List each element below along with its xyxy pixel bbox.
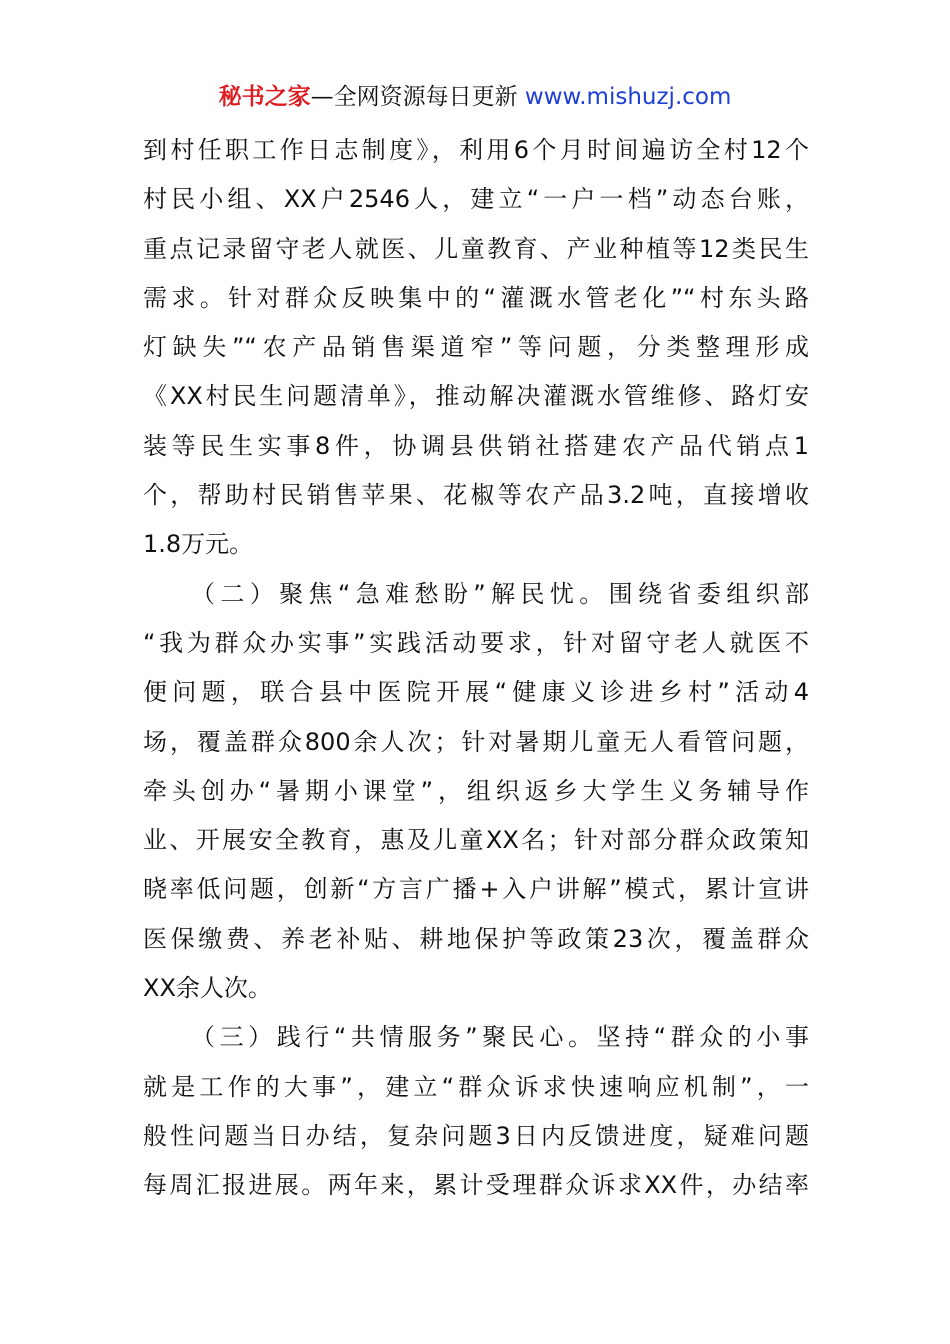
section-heading-line: （二）聚焦“急难愁盼”解民忧。围绕省委组织部	[191, 579, 809, 608]
body-line: 场，覆盖群众800余人次；针对暑期儿童无人看管问题，	[143, 727, 809, 756]
site-url-link[interactable]: www.mishuzj.com	[524, 84, 732, 110]
body-line: 到村任职工作日志制度》，利用6个月时间遍访全村12个	[143, 136, 809, 164]
body-line: 每周汇报进展。两年来，累计受理群众诉求XX件，办结率	[143, 1171, 809, 1200]
body-line: 就是工作的大事”，建立“群众诉求快速响应机制”，一	[143, 1072, 809, 1101]
document-body	[143, 126, 809, 1211]
body-line: 灯缺失”“农产品销售渠道窄”等问题，分类整理形成	[143, 333, 809, 362]
body-line: 重点记录留守老人就医、儿童教育、产业种植等12类民生	[143, 234, 809, 263]
body-line: 医保缴费、养老补贴、耕地保护等政策23次，覆盖群众	[143, 924, 809, 953]
body-line: 《XX村民生问题清单》，推动解决灌溉水管维修、路灯安	[143, 382, 809, 411]
body-line: 牵头创办“暑期小课堂”，组织返乡大学生义务辅导作	[143, 776, 809, 805]
body-line: 便问题，联合县中医院开展“健康义诊进乡村”活动4	[143, 678, 809, 707]
paragraph-end-line: XX余人次。	[143, 974, 272, 1003]
body-line: 业、开展安全教育，惠及儿童XX名；针对部分群众政策知	[143, 826, 809, 855]
paragraph-end-line: 1.8万元。	[143, 530, 254, 559]
body-line: 晓率低问题，创新“方言广播+入户讲解”模式，累计宣讲	[143, 875, 809, 904]
body-line: 需求。针对群众反映集中的“灌溉水管老化”“村东头路	[143, 283, 809, 312]
body-line: 装等民生实事8件，协调县供销社搭建农产品代销点1	[143, 431, 809, 460]
site-header	[0, 80, 950, 114]
body-line: 村民小组、XX户2546人，建立“一户一档”动态台账，	[143, 185, 809, 214]
section-heading-line: （三）践行“共情服务”聚民心。坚持“群众的小事	[191, 1023, 809, 1052]
body-line: 个，帮助村民销售苹果、花椒等农产品3.2吨，直接增收	[143, 481, 809, 510]
site-brand: 秘书之家	[218, 84, 311, 110]
body-line: 般性问题当日办结，复杂问题3日内反馈进度，疑难问题	[143, 1121, 809, 1150]
site-tagline: —全网资源每日更新	[310, 84, 525, 110]
body-line: “我为群众办实事”实践活动要求，针对留守老人就医不	[143, 628, 809, 657]
